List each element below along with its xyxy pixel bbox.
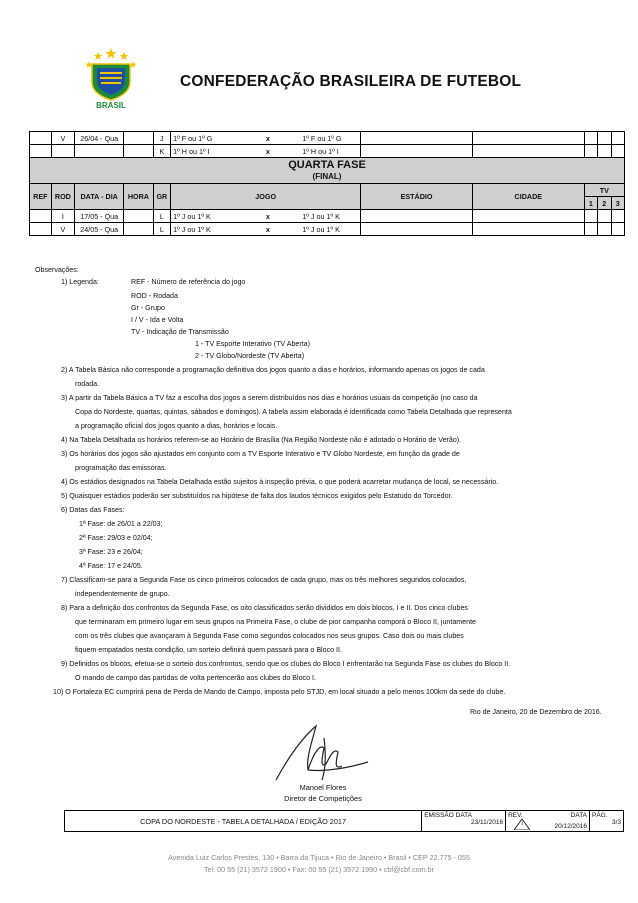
observation-line: 5) Quaisquer estádios poderão ser substituídos na hipótese de falta dos laudos técnicos exigidos pelo Estatudo do Torcedor.: [61, 492, 453, 500]
page-title: CONFEDERAÇÃO BRASILEIRA DE FUTEBOL: [180, 73, 522, 90]
cell-tv3: [611, 223, 625, 236]
observation-line: a programação oficial dos jogos quanto a dias, horários e locais.: [75, 422, 278, 430]
col-tv-3: 3: [611, 197, 625, 210]
observation-line: TV - Indicação de Transmissão: [131, 328, 229, 336]
cell-team-b: 1º H ou 1º I: [300, 145, 360, 158]
observation-line: com os três clubes que avançaram à Segunda Fase como segundos colocados nos seus grupos. Caso dois ou mais clubes: [75, 632, 464, 640]
cell-x: x: [235, 223, 300, 236]
cell-hora: [124, 223, 153, 236]
cell-tv1: [584, 210, 597, 223]
page-number: 3/3: [611, 819, 621, 826]
cbf-logo: [78, 48, 144, 110]
cell-tv2: [598, 132, 611, 145]
cell-team-a: 1º F ou 1º G: [171, 132, 236, 145]
cell-estadio: [361, 210, 473, 223]
cell-x: x: [235, 210, 300, 223]
col-cidade: CIDADE: [472, 184, 584, 210]
observation-line: ROD - Rodada: [131, 292, 178, 300]
observation-line: Gr - Grupo: [131, 304, 165, 312]
cell-tv1: [584, 223, 597, 236]
cell-x: x: [235, 145, 300, 158]
address-line-1: Avenida Luiz Carlos Prestes, 130 • Barra da Tijuca • Rio de Janeiro • Brasil • CEP 22.775 - 055: [168, 853, 470, 862]
observation-line: I / V - Ida e Volta: [131, 316, 184, 324]
col-gr: GR: [153, 184, 171, 210]
cell-gr: L: [153, 223, 171, 236]
col-tv: TV: [584, 184, 624, 197]
observation-line: independentemente de grupo.: [75, 590, 170, 598]
cell-gr: J: [153, 132, 171, 145]
observation-line: 4ª Fase: 17 e 24/05.: [79, 562, 143, 570]
cell-gr: L: [153, 210, 171, 223]
cell-rod: I: [51, 210, 74, 223]
signer-block: [268, 782, 378, 804]
page-label: PÁG.: [592, 812, 608, 819]
rev-triangle-icon: [514, 819, 530, 830]
col-tv-2: 2: [598, 197, 611, 210]
brand-text: BRASIL: [96, 101, 126, 110]
cell-hora: [124, 210, 153, 223]
emission-label: EMISSÃO DATA: [424, 812, 472, 819]
cell-x: x: [235, 132, 300, 145]
cell-date: 24/05 - Qua: [75, 223, 124, 236]
cell-ref: [30, 210, 52, 223]
table-row: [30, 132, 625, 145]
cell-cidade: [472, 223, 584, 236]
cell-cidade: [472, 145, 584, 158]
observation-line: 9) Definidos os blocos, efetua-se o sorteio dos confrontos, sendo que os clubes do Bloco I enfrentarão na Segunda Fase os clubes do Bloco II.: [61, 660, 511, 668]
cell-cidade: [472, 210, 584, 223]
observation-line: 6) Datas das Fases:: [61, 506, 125, 514]
cell-tv1: [584, 132, 597, 145]
observation-line: 7) Classificam-se para a Segunda Fase os cinco primeiros colocados de cada grupo, mas os três melhores segundos colocados,: [61, 576, 467, 584]
observation-line: O mando de campo das partidas de volta pertencerão aos clubes do Bloco I.: [75, 674, 316, 682]
col-date: DATA - DIA: [75, 184, 124, 210]
observation-line: 1ª Fase: de 26/01 a 22/03;: [79, 520, 163, 528]
cell-rod: V: [51, 132, 74, 145]
cell-tv2: [598, 145, 611, 158]
observation-line: 3) A partir da Tabela Básica a TV faz a escolha dos jogos a serem distribuídos nos dias e horários usuais da competição (no caso da: [61, 394, 478, 402]
cell-team-b: 1º J ou 1º K: [300, 223, 360, 236]
phase-subtitle: (FINAL): [312, 172, 342, 181]
table-row: [30, 210, 625, 223]
cell-estadio: [361, 132, 473, 145]
cell-ref: [30, 132, 52, 145]
observation-line: Observações:: [35, 266, 79, 274]
cell-rod: [51, 145, 74, 158]
cell-date: 17/05 - Qua: [75, 210, 124, 223]
table-row: [30, 223, 625, 236]
cell-tv1: [584, 145, 597, 158]
rev-number: I: [521, 821, 523, 827]
observation-line: 8) Para a definição dos confrontos da Segunda Fase, os oito classificados serão divididos em dois blocos, I e II. Dos cinco clubes: [61, 604, 468, 612]
cell-hora: [124, 132, 153, 145]
observation-line: 3ª Fase: 23 e 26/04;: [79, 548, 143, 556]
cell-team-a: 1º H ou 1º I: [171, 145, 236, 158]
observation-line: 4) Na Tabela Detalhada os horários referem-se ao Horário de Brasília (Na Região Nordeste não é adotado o Horário de Verão).: [61, 436, 462, 444]
col-hora: HORA: [124, 184, 153, 210]
cell-ref: [30, 223, 52, 236]
observation-line: REF - Número de referência do jogo: [131, 278, 246, 286]
cell-gr: K: [153, 145, 171, 158]
table-row: [30, 145, 625, 158]
col-estadio: ESTÁDIO: [361, 184, 473, 210]
cell-estadio: [361, 145, 473, 158]
cell-estadio: [361, 223, 473, 236]
signer-name: Manoel Flores: [299, 783, 347, 792]
col-jogo: JOGO: [171, 184, 361, 210]
observation-line: 4) Os estádios designados na Tabela Detalhada estão sujeitos à inspeção prévia, o que poderá acarretar mudança de local, se necessário.: [61, 478, 499, 486]
observation-line: 10) O Fortaleza EC cumprirá pena de Perda de Mando de Campo, imposta pelo STJD, em local situado a pelo menos 100km da sede do clube.: [53, 688, 506, 696]
col-tv-1: 1: [584, 197, 597, 210]
observation-line: fiquem empatados nesta condição, um sorteio definirá quem passará para o Bloco II.: [75, 646, 342, 654]
observation-line: 2) A Tabela Básica não corresponde a programação definitiva dos jogos quanto a dias e horários, informando apenas os jogos de cada: [61, 366, 485, 374]
observation-line: rodada.: [75, 380, 100, 388]
cell-rod: V: [51, 223, 74, 236]
observation-line: Rio de Janeiro, 20 de Dezembro de 2016.: [470, 708, 602, 716]
cell-tv2: [598, 210, 611, 223]
emission-date: 23/11/2016: [471, 819, 504, 826]
rev-date: 20/12/2016: [554, 823, 588, 830]
observation-line: 2 - TV Globo/Nordeste (TV Aberta): [195, 352, 305, 360]
cell-team-a: 1º J ou 1º K: [171, 223, 236, 236]
cell-team-b: 1º F ou 1º G: [300, 132, 360, 145]
observation-line: que terminaram em primeiro lugar em seus grupos na Primeira Fase, o clube de pior campanha comporá o Bloco II, juntamente: [75, 618, 476, 626]
cell-team-b: 1º J ou 1º K: [300, 210, 360, 223]
observation-line: Copa do Nordeste, quartas, quintas, sábados e domingos). A tabela assim elaborada é identificada como Tabela Detalhada que representa: [75, 408, 512, 416]
emission-cell: [422, 811, 506, 832]
schedule-table: [29, 131, 625, 236]
doc-title: COPA DO NORDESTE - TABELA DETALHADA / EDIÇÃO 2017: [65, 811, 422, 832]
cell-cidade: [472, 132, 584, 145]
cell-hora: [124, 145, 153, 158]
signature: [268, 718, 378, 788]
col-ref: REF: [30, 184, 52, 210]
cell-tv3: [611, 145, 625, 158]
cell-tv3: [611, 132, 625, 145]
page-cell: [590, 811, 624, 832]
phase-title: QUARTA FASE: [288, 159, 366, 171]
footer-table: [64, 810, 624, 832]
cell-tv2: [598, 223, 611, 236]
observation-line: 3) Os horários dos jogos são ajustados em conjunto com a TV Esporte Interativo e TV Globo Nordeste, em função da grade de: [61, 450, 460, 458]
cell-ref: [30, 145, 52, 158]
phase-header: [30, 158, 625, 184]
observation-line: 2ª Fase: 29/03 e 02/04;: [79, 534, 153, 542]
cell-date: 26/04 - Qua: [75, 132, 124, 145]
observation-line: 1 - TV Esporte Interativo (TV Aberta): [195, 340, 310, 348]
observation-line: 1) Legenda:: [61, 278, 99, 286]
signer-role: Diretor de Competições: [284, 794, 362, 803]
cell-date: [75, 145, 124, 158]
observation-line: programação das emissoras.: [75, 464, 167, 472]
revision-cell: [506, 811, 590, 832]
cell-tv3: [611, 210, 625, 223]
rev-label: REV.: [508, 812, 523, 819]
rev-date-label: DATA: [570, 812, 588, 819]
address-line-2: Tel: 00 55 (21) 3572 1900 • Fax: 00 55 (21) 3572 1990 • cbf@cbf.com.br: [203, 865, 435, 874]
column-header-row: [30, 184, 625, 197]
cell-team-a: 1º J ou 1º K: [171, 210, 236, 223]
col-rod: ROD: [51, 184, 74, 210]
